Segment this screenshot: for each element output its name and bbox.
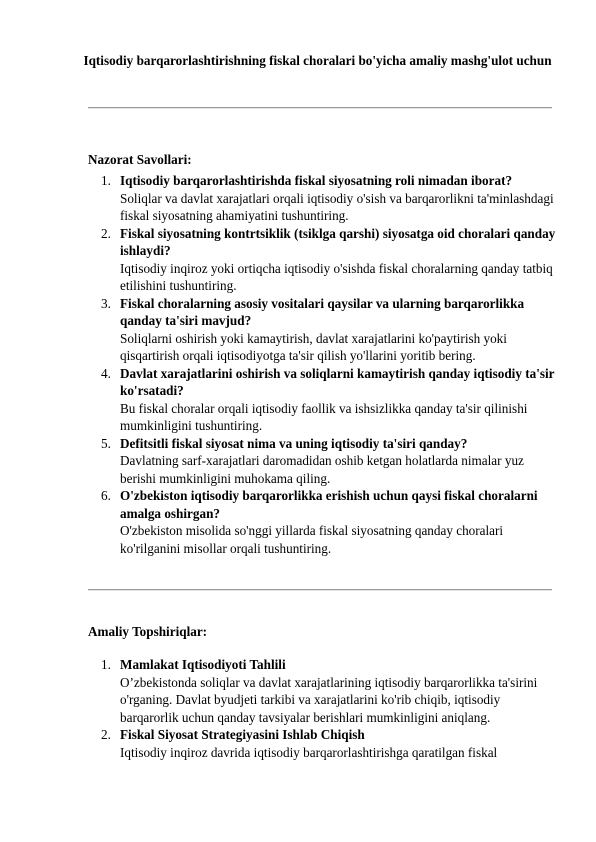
question-description: Bu fiskal choralar orqali iqtisodiy faollik va ishsizlikka qanday ta'sir qilinishi mumkinligini tushuntiring.: [120, 400, 528, 433]
document-title: Iqtisodiy barqarorlashtirishning fiskal choralari bo'yicha amaliy mashg'ulot uchun: [83, 53, 552, 68]
nazorat-heading: Nazorat Savollari:: [88, 152, 192, 167]
list-item: [88, 487, 556, 557]
item-number: 2.: [101, 727, 111, 742]
horizontal-divider: [88, 589, 552, 591]
amaliy-heading: Amaliy Topshiriqlar:: [88, 624, 208, 639]
task-title: Mamlakat Iqtisodiyoti Tahlili: [120, 657, 286, 672]
horizontal-divider: [88, 107, 552, 109]
question-text: Davlat xarajatlarini oshirish va soliqlarni kamaytirish qanday iqtisodiy ta'sir ko'rsatadi?: [120, 365, 555, 398]
question-text: Fiskal choralarning asosiy vositalari qaysilar va ularning barqarorlikka qanday ta'siri mavjud?: [120, 295, 525, 328]
item-number: 6.: [101, 488, 111, 503]
task-description: Iqtisodiy inqiroz davrida iqtisodiy barqarorlashtirishga qaratilgan fiskal: [120, 744, 498, 760]
task-title: Fiskal Siyosat Strategiyasini Ishlab Chiqish: [120, 727, 365, 742]
list-item: [88, 726, 556, 761]
list-item: [88, 225, 556, 295]
amaliy-list: [88, 656, 556, 761]
question-description: O'zbekiston misolida so'nggi yillarda fiskal siyosatning qanday choralari ko'rilganini misollar orqali tushuntiring.: [120, 523, 504, 556]
item-number: 4.: [101, 365, 111, 381]
question-text: Fiskal siyosatning kontrtsiklik (tsiklga qarshi) siyosatga oid choralari qanday ishlaydi?: [120, 225, 556, 258]
item-number: 2.: [101, 225, 111, 241]
list-item: [88, 172, 556, 225]
question-text: Defitsitli fiskal siyosat nima va uning iqtisodiy ta'siri qanday?: [120, 435, 468, 451]
list-item: [88, 656, 556, 726]
question-description: Davlatning sarf-xarajatlari daromadidan oshib ketgan holatlarda nimalar yuz berishi mumkinligini muhokama qiling.: [120, 453, 524, 486]
question-description: Soliqlar va davlat xarajatlari orqali iqtisodiy o'sish va barqarorlikni ta'minlashdagi fiskal siyosatning ahamiyatini tushuntiring.: [120, 190, 554, 223]
list-item: [88, 295, 556, 365]
item-number: 3.: [101, 295, 111, 311]
question-text: O'zbekiston iqtisodiy barqarorlikka erishish uchun qaysi fiskal choralarni amalga oshirgan?: [120, 488, 538, 521]
list-item: [88, 435, 556, 488]
question-description: Soliqlarni oshirish yoki kamaytirish, davlat xarajatlarini ko'paytirish yoki qisqartirish orqali iqtisodiyotga ta'sir qilish yo'llarini yoritib bering.: [120, 330, 507, 363]
item-number: 5.: [101, 435, 111, 451]
question-text: Iqtisodiy barqarorlashtirishda fiskal siyosatning roli nimadan iborat?: [120, 173, 513, 188]
task-description: O’zbekistonda soliqlar va davlat xarajatlarining iqtisodiy barqarorlikka ta'sirini o'rganing. Davlat byudjeti tarkibi va xarajatlarini ko'rib chiqib, iqtisodiy barqarorlik uchun qanday tavsiyalar berishlari mumkinligini aniqlang.: [120, 674, 538, 725]
list-item: [88, 365, 556, 435]
question-description: Iqtisodiy inqiroz yoki ortiqcha iqtisodiy o'sishda fiskal choralarning qanday tatbiq etilishini tushuntiring.: [120, 260, 553, 293]
item-number: 1.: [101, 173, 111, 188]
item-number: 1.: [101, 657, 111, 672]
nazorat-list: [88, 172, 556, 557]
